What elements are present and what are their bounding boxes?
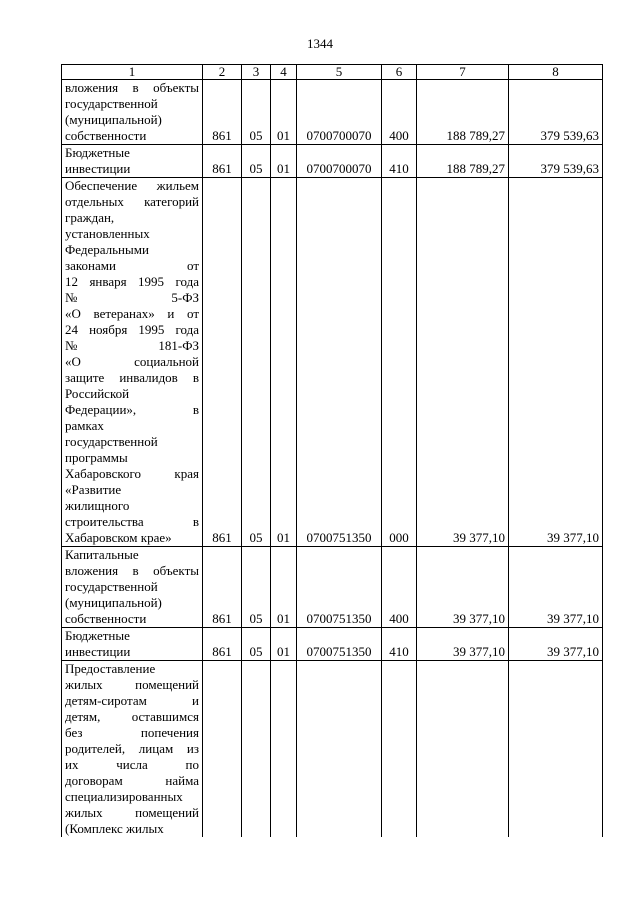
row-name-line: собственности bbox=[65, 128, 147, 143]
row-name-line: «Развитие bbox=[65, 482, 122, 497]
expense-type-code bbox=[382, 661, 417, 838]
amount-year-2: 379 539,63 bbox=[509, 145, 603, 178]
target-article-code: 0700700070 bbox=[297, 80, 382, 145]
row-name-line: вложения в объекты bbox=[65, 563, 199, 578]
subsection-code: 01 bbox=[271, 628, 297, 661]
expense-type-code: 400 bbox=[382, 547, 417, 628]
row-name-line: (муниципальной) bbox=[65, 112, 162, 127]
ministry-code: 861 bbox=[203, 547, 242, 628]
amount-year-2: 379 539,63 bbox=[509, 80, 603, 145]
table-row bbox=[62, 661, 603, 838]
section-code: 05 bbox=[242, 145, 271, 178]
amount-year-1: 39 377,10 bbox=[417, 547, 509, 628]
row-name bbox=[62, 80, 203, 145]
row-name-line: инвестиции bbox=[65, 644, 131, 659]
row-name-line: программы bbox=[65, 450, 128, 465]
row-name-line: жилищного bbox=[65, 498, 130, 513]
target-article-code: 0700751350 bbox=[297, 547, 382, 628]
row-name-line: Бюджетные bbox=[65, 628, 130, 643]
page-number: 1344 bbox=[307, 36, 333, 51]
target-article-code bbox=[297, 661, 382, 838]
table-row bbox=[62, 145, 603, 178]
amount-year-2 bbox=[509, 661, 603, 838]
amount-year-1: 188 789,27 bbox=[417, 80, 509, 145]
budget-table bbox=[61, 64, 603, 837]
row-name-line: детям, оставшимся bbox=[65, 709, 199, 724]
subsection-code: 01 bbox=[271, 145, 297, 178]
row-name bbox=[62, 547, 203, 628]
table-row bbox=[62, 178, 603, 547]
target-article-code: 0700751350 bbox=[297, 628, 382, 661]
row-name-line: жилых помещений bbox=[65, 805, 199, 820]
column-header: 3 bbox=[242, 65, 271, 80]
row-name-line: государственной bbox=[65, 96, 158, 111]
row-name-line: собственности bbox=[65, 611, 147, 626]
expense-type-code: 400 bbox=[382, 80, 417, 145]
row-name-line: без попечения bbox=[65, 725, 199, 740]
section-code bbox=[242, 661, 271, 838]
expense-type-code: 000 bbox=[382, 178, 417, 547]
row-name-line: № 181-ФЗ bbox=[65, 338, 199, 353]
row-name-line: их числа по bbox=[65, 757, 199, 772]
row-name-line: родителей, лицам из bbox=[65, 741, 199, 756]
row-name-line: рамках bbox=[65, 418, 104, 433]
header-row bbox=[62, 65, 603, 80]
row-name bbox=[62, 178, 203, 547]
row-name-line: государственной bbox=[65, 434, 158, 449]
row-name-line: № 5-ФЗ bbox=[65, 290, 199, 305]
column-header: 1 bbox=[62, 65, 203, 80]
column-header: 2 bbox=[203, 65, 242, 80]
amount-year-1: 39 377,10 bbox=[417, 178, 509, 547]
section-code: 05 bbox=[242, 80, 271, 145]
table-row bbox=[62, 628, 603, 661]
column-header: 4 bbox=[271, 65, 297, 80]
ministry-code: 861 bbox=[203, 628, 242, 661]
row-name-line: 12 января 1995 года bbox=[65, 274, 199, 289]
ministry-code: 861 bbox=[203, 178, 242, 547]
table-body bbox=[62, 80, 603, 838]
row-name-line: Федеральными bbox=[65, 242, 149, 257]
row-name-line: детям-сиротам и bbox=[65, 693, 199, 708]
row-name-line: специализированных bbox=[65, 789, 183, 804]
section-code: 05 bbox=[242, 547, 271, 628]
row-name-line: установленных bbox=[65, 226, 150, 241]
row-name-line: Бюджетные bbox=[65, 145, 130, 160]
row-name-line: Хабаровского края bbox=[65, 466, 199, 481]
target-article-code: 0700700070 bbox=[297, 145, 382, 178]
row-name bbox=[62, 145, 203, 178]
amount-year-2: 39 377,10 bbox=[509, 628, 603, 661]
row-name-line: государственной bbox=[65, 579, 158, 594]
row-name-line: Обеспечение жильем bbox=[65, 178, 199, 193]
subsection-code: 01 bbox=[271, 80, 297, 145]
row-name-line: Российской bbox=[65, 386, 130, 401]
subsection-code: 01 bbox=[271, 178, 297, 547]
row-name-line: «О ветеранах» и от bbox=[65, 306, 199, 321]
amount-year-1 bbox=[417, 661, 509, 838]
row-name-line: Капитальные bbox=[65, 547, 139, 562]
row-name-line: отдельных категорий bbox=[65, 194, 199, 209]
row-name-line: инвестиции bbox=[65, 161, 131, 176]
row-name-line: законами от bbox=[65, 258, 199, 273]
ministry-code bbox=[203, 661, 242, 838]
subsection-code: 01 bbox=[271, 547, 297, 628]
column-header: 7 bbox=[417, 65, 509, 80]
column-header: 6 bbox=[382, 65, 417, 80]
ministry-code: 861 bbox=[203, 80, 242, 145]
row-name bbox=[62, 661, 203, 838]
row-name bbox=[62, 628, 203, 661]
row-name-line: «О социальной bbox=[65, 354, 199, 369]
row-name-line: Хабаровском крае» bbox=[65, 530, 172, 545]
target-article-code: 0700751350 bbox=[297, 178, 382, 547]
row-name-line: 24 ноября 1995 года bbox=[65, 322, 199, 337]
expense-type-code: 410 bbox=[382, 145, 417, 178]
ministry-code: 861 bbox=[203, 145, 242, 178]
row-name-line: Федерации», в bbox=[65, 402, 199, 417]
column-header: 8 bbox=[509, 65, 603, 80]
expense-type-code: 410 bbox=[382, 628, 417, 661]
row-name-line: граждан, bbox=[65, 210, 115, 225]
row-name-line: (муниципальной) bbox=[65, 595, 162, 610]
subsection-code bbox=[271, 661, 297, 838]
row-name-line: жилых помещений bbox=[65, 677, 199, 692]
amount-year-1: 188 789,27 bbox=[417, 145, 509, 178]
row-name-line: защите инвалидов в bbox=[65, 370, 199, 385]
section-code: 05 bbox=[242, 178, 271, 547]
row-name-line: Предоставление bbox=[65, 661, 156, 676]
table-row bbox=[62, 547, 603, 628]
row-name-line: договорам найма bbox=[65, 773, 199, 788]
row-name-line: строительства в bbox=[65, 514, 199, 529]
amount-year-2: 39 377,10 bbox=[509, 178, 603, 547]
row-name-line: (Комплекс жилых bbox=[65, 821, 164, 836]
amount-year-2: 39 377,10 bbox=[509, 547, 603, 628]
amount-year-1: 39 377,10 bbox=[417, 628, 509, 661]
column-header: 5 bbox=[297, 65, 382, 80]
section-code: 05 bbox=[242, 628, 271, 661]
row-name-line: вложения в объекты bbox=[65, 80, 199, 95]
table-row bbox=[62, 80, 603, 145]
